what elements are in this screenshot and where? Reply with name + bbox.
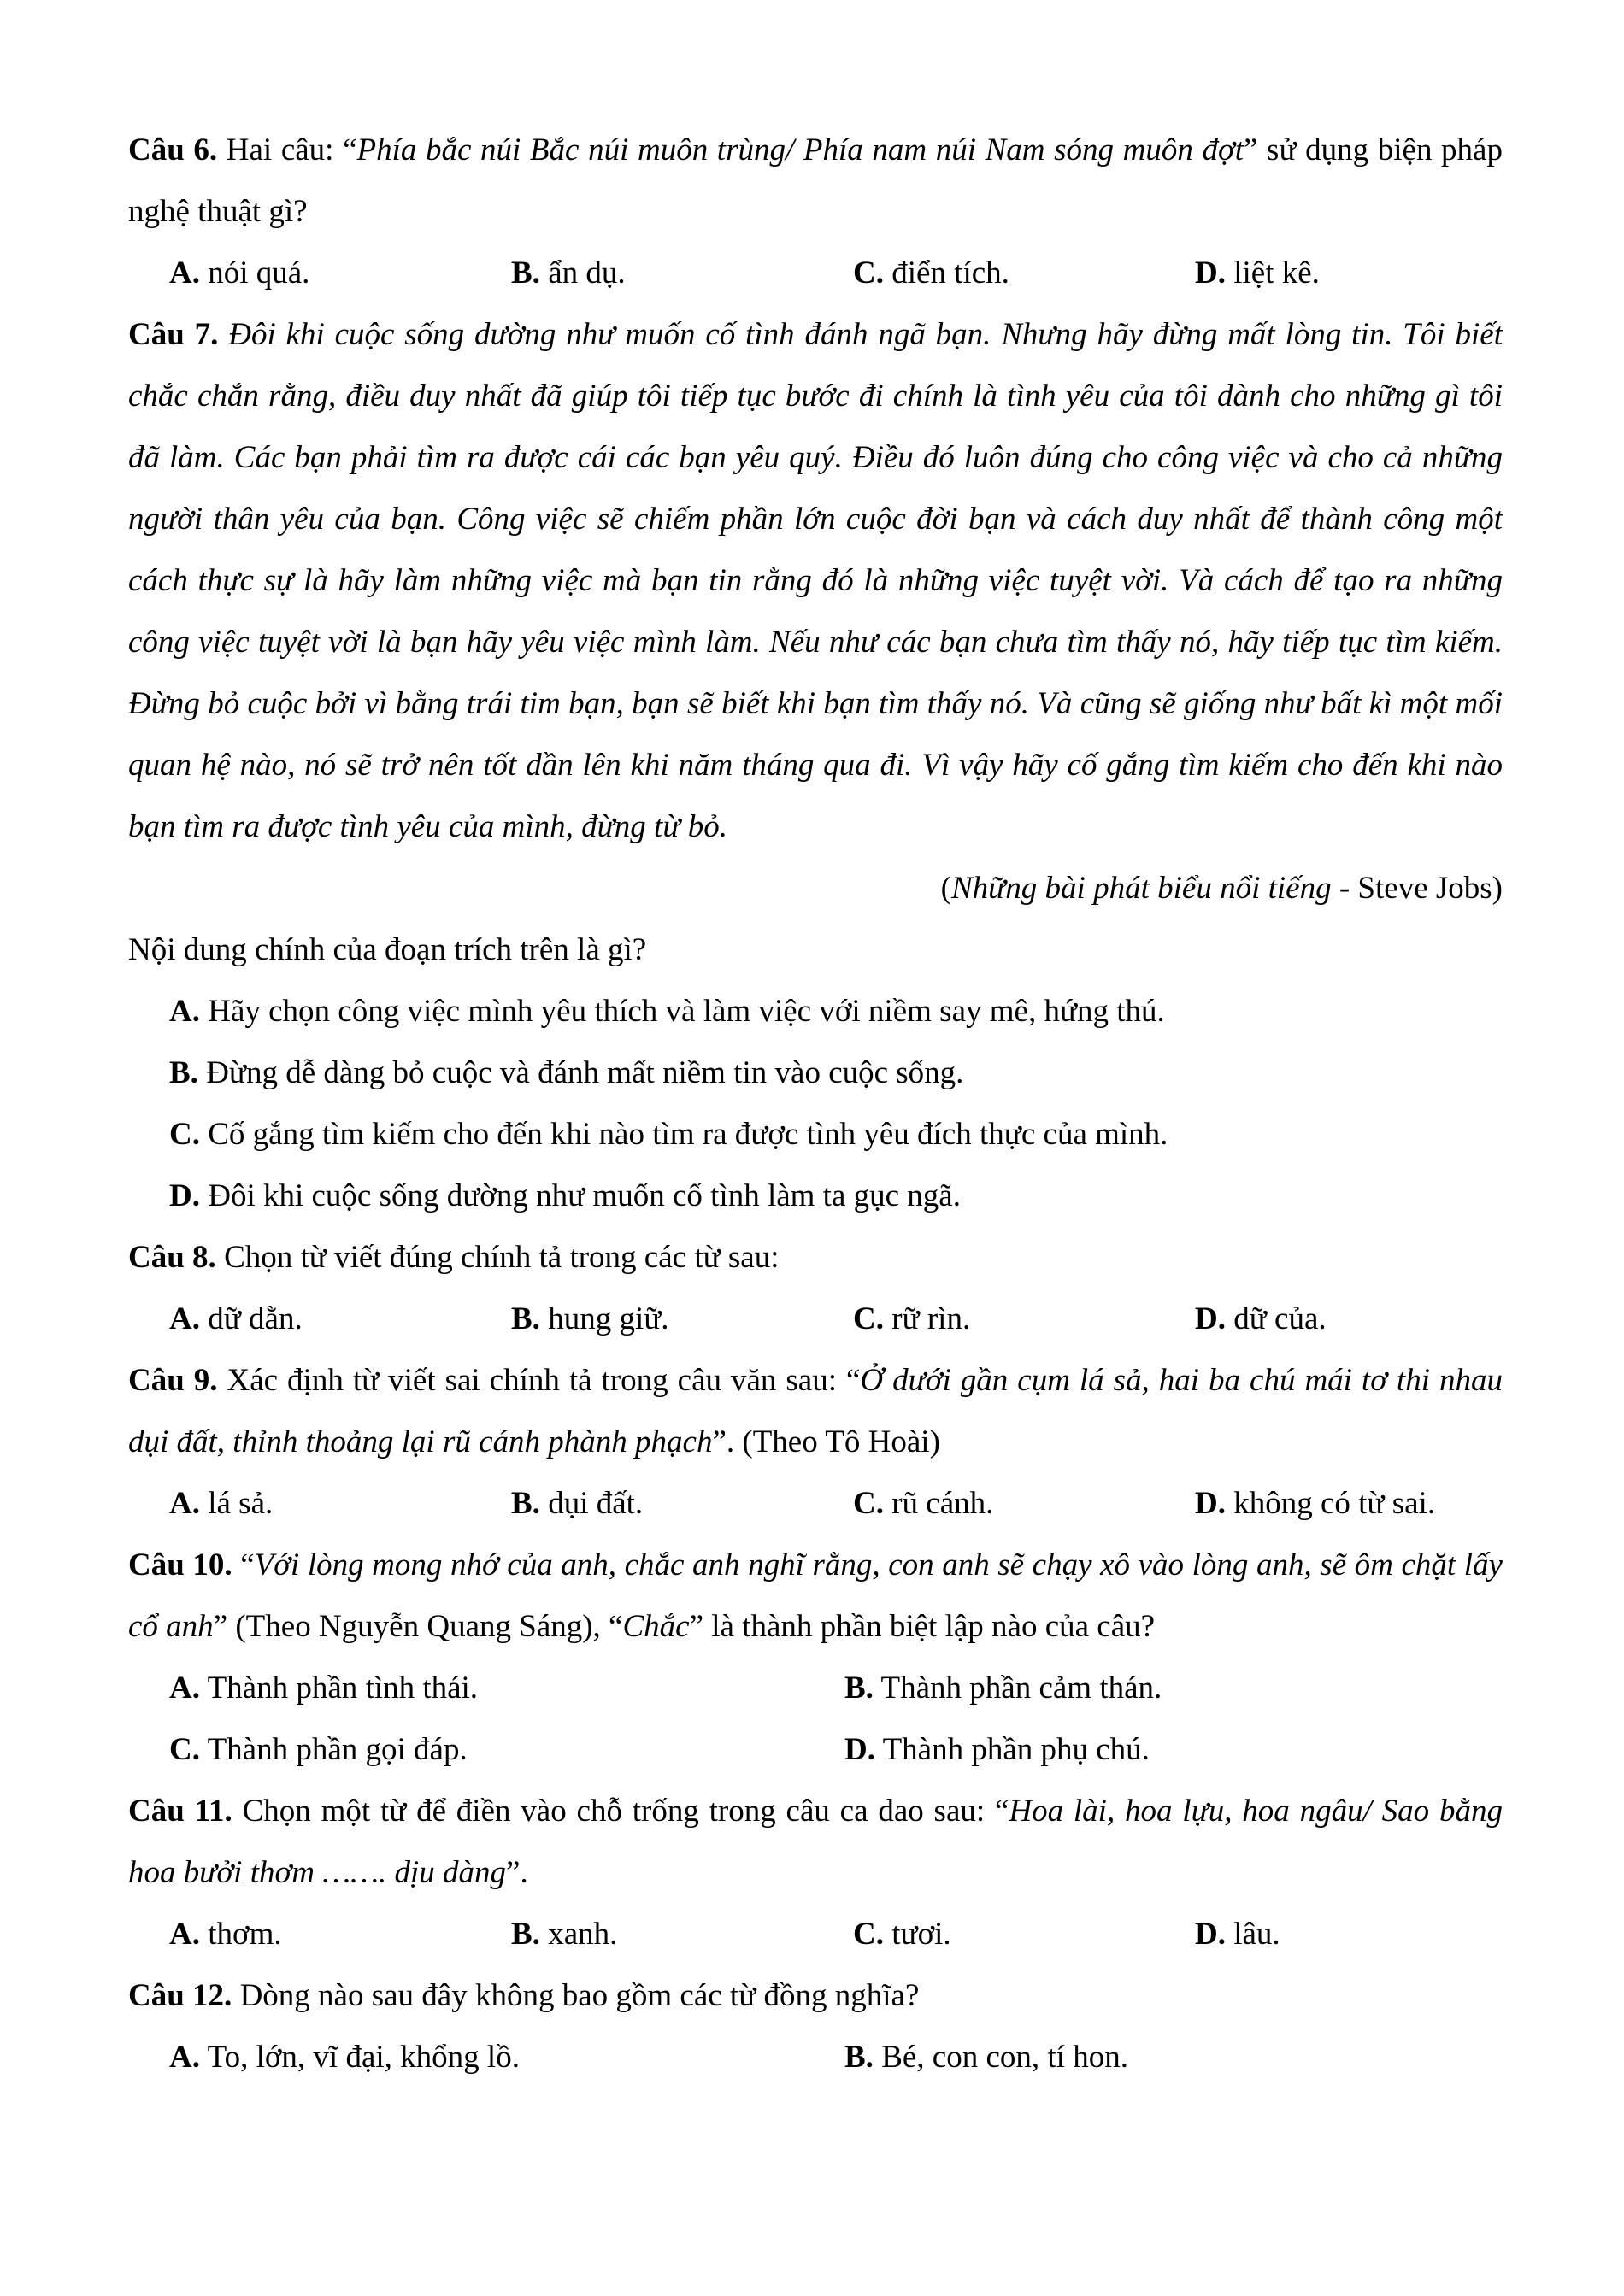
question-number: Câu 11.: [128, 1794, 232, 1829]
question-number: Câu 7.: [128, 317, 219, 352]
option-a[interactable]: A. Hãy chọn công việc mình yêu thích và làm việc với niềm say mê, hứng thú.: [169, 994, 1165, 1029]
option-a[interactable]: A. dữ dằn.: [169, 1301, 303, 1336]
question-number: Câu 10.: [128, 1547, 232, 1583]
question-10-stem: Câu 10. “Với lòng mong nhớ của anh, chắc anh nghĩ rằng, con anh sẽ chạy xô vào lòng anh, sẽ ôm chặt lấy cổ anh” (Theo Nguyễn Quang Sáng), “Chắc” là thành phần biệt lập nào của câu?: [128, 1547, 1503, 1644]
question-number: Câu 8.: [128, 1240, 216, 1275]
question-number: Câu 6.: [128, 132, 218, 167]
option-a[interactable]: A. Thành phần tình thái.: [169, 1671, 479, 1706]
question-10: [128, 1535, 1503, 1781]
option-c[interactable]: C. rữ rìn.: [853, 1301, 971, 1336]
exam-page: [128, 120, 1503, 2088]
option-c[interactable]: C. tươi.: [853, 1917, 951, 1952]
option-b[interactable]: B. hung giữ.: [511, 1301, 669, 1336]
option-d[interactable]: D. liệt kê.: [1195, 255, 1320, 291]
question-12-stem: Câu 12. Dòng nào sau đây không bao gồm các từ đồng nghĩa?: [128, 1978, 920, 2013]
question-12: [128, 1965, 1503, 2088]
option-c[interactable]: C. Cố gắng tìm kiếm cho đến khi nào tìm ra được tình yêu đích thực của mình.: [169, 1117, 1168, 1152]
option-c[interactable]: C. Thành phần gọi đáp.: [169, 1732, 468, 1767]
options-row: [128, 1289, 1503, 1350]
passage-source: (Những bài phát biểu nổi tiếng - Steve Jobs): [940, 871, 1503, 906]
question-9: [128, 1350, 1503, 1535]
question-8-stem: Câu 8. Chọn từ viết đúng chính tả trong các từ sau:: [128, 1240, 780, 1275]
options-row: [128, 1658, 1503, 1719]
question-11-stem: Câu 11. Chọn một từ để điền vào chỗ trống trong câu ca dao sau: “Hoa lài, hoa lựu, hoa ngâu/ Sao bằng hoa bưởi thơm ……. dịu dàng”.: [128, 1794, 1503, 1890]
passage-text: Đôi khi cuộc sống dường như muốn cố tình đánh ngã bạn. Nhưng hãy đừng mất lòng tin. Tôi biết chắc chắn rằng, điều duy nhất đã giúp tôi tiếp tục bước đi chính là tình yêu của tôi dành cho những gì tôi đã làm. Các bạn phải tìm ra được cái các bạn yêu quý. Điều đó luôn đúng cho công việc và cho cả những người thân yêu của bạn. Công việc sẽ chiếm phần lớn cuộc đời bạn và cách duy nhất để thành công một cách thực sự là hãy làm những việc mà bạn tin rằng đó là những việc tuyệt vời. Và cách để tạo ra những công việc tuyệt vời là bạn hãy yêu việc mình làm. Nếu như các bạn chưa tìm thấy nó, hãy tiếp tục tìm kiếm. Đừng bỏ cuộc bởi vì bằng trái tim bạn, bạn sẽ biết khi bạn tìm thấy nó. Và cũng sẽ giống như bất kì một mối quan hệ nào, nó sẽ trở nên tốt dần lên khi năm tháng qua đi. Vì vậy hãy cố gắng tìm kiếm cho đến khi nào bạn tìm ra được tình yêu của mình, đừng từ bỏ.: [128, 317, 1503, 844]
option-b[interactable]: B. Bé, con con, tí hon.: [844, 2040, 1128, 2075]
option-b[interactable]: B. Thành phần cảm thán.: [844, 1671, 1162, 1706]
quoted-text: Với lòng mong nhớ của anh, chắc anh nghĩ rằng, con anh sẽ chạy xô vào lòng anh, sẽ ôm chặt lấy cổ anh: [128, 1547, 1503, 1644]
options-row: [128, 243, 1503, 304]
option-b[interactable]: B. Đừng dễ dàng bỏ cuộc và đánh mất niềm tin vào cuộc sống.: [169, 1055, 964, 1090]
options-row: [128, 2027, 1503, 2088]
question-6-stem: Câu 6. Hai câu: “Phía bắc núi Bắc núi muôn trùng/ Phía nam núi Nam sóng muôn đợt” sử dụng biện pháp nghệ thuật gì?: [128, 132, 1503, 229]
quoted-word: Chắc: [622, 1609, 690, 1644]
option-a[interactable]: A. nói quá.: [169, 255, 310, 291]
question-7-prompt: Nội dung chính của đoạn trích trên là gì?: [128, 932, 647, 967]
option-d[interactable]: D. không có từ sai.: [1195, 1486, 1436, 1521]
question-number: Câu 12.: [128, 1978, 232, 2013]
option-c[interactable]: C. điển tích.: [853, 255, 1009, 291]
question-6: [128, 120, 1503, 304]
option-b[interactable]: B. dụi đất.: [511, 1486, 644, 1521]
question-9-stem: Câu 9. Xác định từ viết sai chính tả trong câu văn sau: “Ở dưới gần cụm lá sả, hai ba chú mái tơ thi nhau dụi đất, thỉnh thoảng lại rũ cánh phành phạch”. (Theo Tô Hoài): [128, 1363, 1503, 1459]
question-number: Câu 9.: [128, 1363, 218, 1398]
source-author: - Steve Jobs): [1331, 871, 1503, 906]
option-b[interactable]: B. xanh.: [511, 1917, 618, 1952]
option-d[interactable]: D. lâu.: [1195, 1917, 1280, 1952]
option-a[interactable]: A. lá sả.: [169, 1486, 274, 1521]
option-a[interactable]: A. To, lớn, vĩ đại, khổng lồ.: [169, 2040, 520, 2075]
quoted-text: Phía bắc núi Bắc núi muôn trùng/ Phía nam núi Nam sóng muôn đợt: [356, 132, 1244, 167]
option-d[interactable]: D. Đôi khi cuộc sống dường như muốn cố tình làm ta gục ngã.: [169, 1178, 961, 1213]
question-7: [128, 304, 1503, 1227]
quoted-text: Ở dưới gần cụm lá sả, hai ba chú mái tơ thi nhau dụi đất, thỉnh thoảng lại rũ cánh phành phạch: [128, 1363, 1503, 1459]
option-b[interactable]: B. ẩn dụ.: [511, 255, 626, 291]
question-7-passage: [128, 304, 1503, 858]
question-8: [128, 1227, 1503, 1350]
option-d[interactable]: D. Thành phần phụ chú.: [844, 1732, 1150, 1767]
quoted-text: Hoa lài, hoa lựu, hoa ngâu/ Sao bằng hoa bưởi thơm ……. dịu dàng: [128, 1794, 1503, 1890]
options-row: [128, 1473, 1503, 1535]
option-d[interactable]: D. dữ của.: [1195, 1301, 1327, 1336]
source-title: Những bài phát biểu nổi tiếng: [950, 871, 1332, 906]
options-row: [128, 1719, 1503, 1781]
option-a[interactable]: A. thơm.: [169, 1917, 282, 1952]
option-c[interactable]: C. rũ cánh.: [853, 1486, 994, 1521]
question-11: [128, 1781, 1503, 1965]
options-row: [128, 1904, 1503, 1965]
